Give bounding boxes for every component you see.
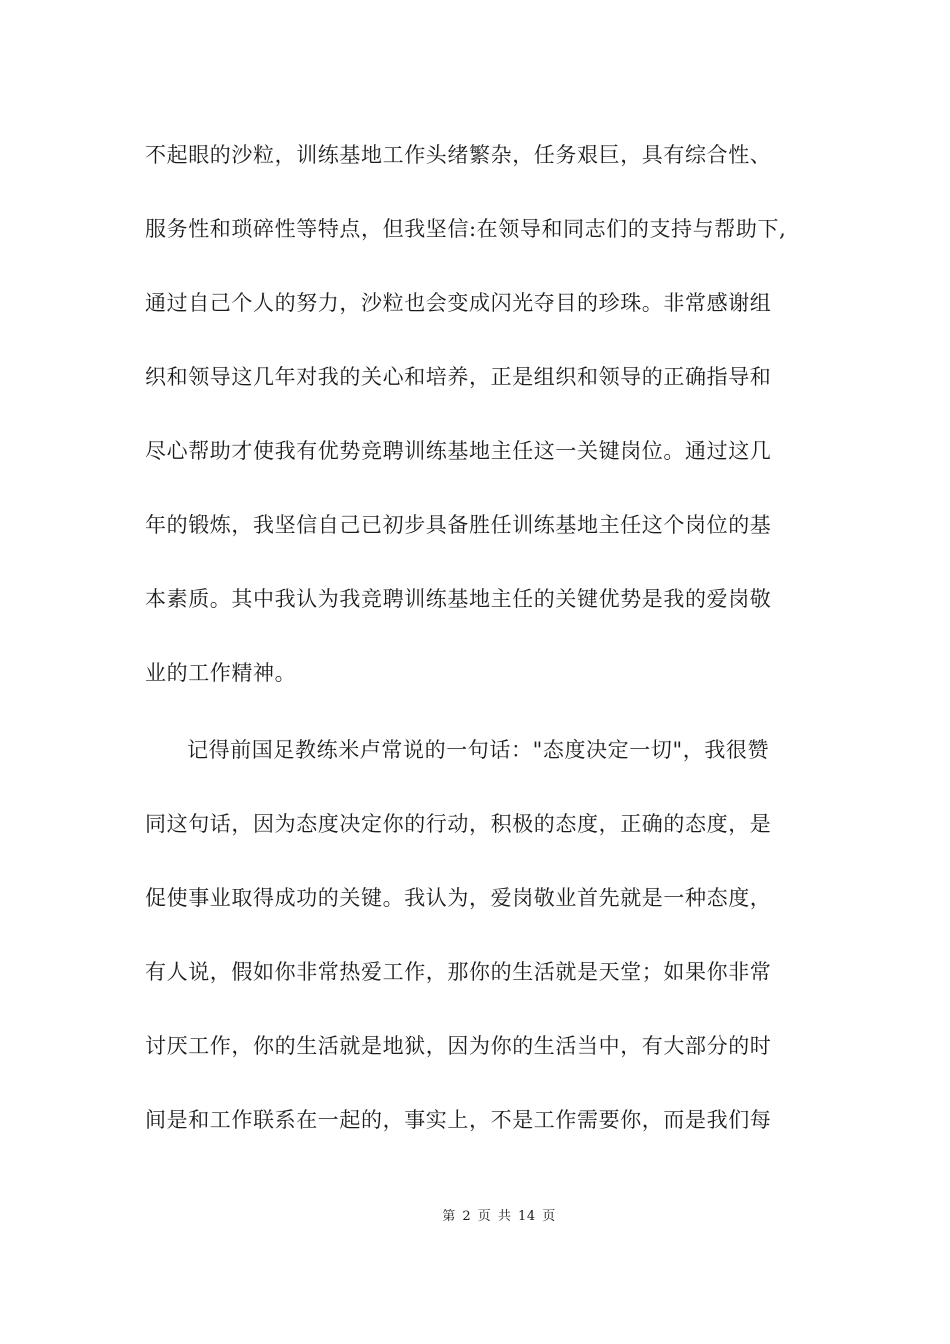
body-text-line: 不起眼的沙粒，训练基地工作头绪繁杂，任务艰巨，具有综合性、 [145, 143, 772, 167]
body-text-line: 同这句话，因为态度决定你的行动，积极的态度，正确的态度，是 [145, 812, 772, 836]
body-text-line: 本素质。其中我认为我竞聘训练基地主任的关键优势是我的爱岗敬 [145, 587, 772, 611]
body-text-line: 服务性和琐碎性等特点，但我坚信:在领导和同志们的支持与帮助下, [145, 217, 787, 241]
body-text-line: 讨厌工作，你的生活就是地狱，因为你的生活当中，有大部分的时 [145, 1034, 772, 1058]
body-text-line: 尽心帮助才使我有优势竞聘训练基地主任这一关键岗位。通过这几 [145, 439, 772, 463]
body-text-line: 织和领导这几年对我的关心和培养，正是组织和领导的正确指导和 [145, 365, 772, 389]
page-number-footer: 第 2 页 共 14 页 [442, 1209, 556, 1224]
body-text-line: 间是和工作联系在一起的，事实上，不是工作需要你，而是我们每 [145, 1108, 772, 1132]
body-text-line: 通过自己个人的努力，沙粒也会变成闪光夺目的珍珠。非常感谢组 [145, 291, 772, 315]
body-text-line: 业的工作精神。 [145, 661, 297, 685]
paragraph-first-line: 记得前国足教练米卢常说的一句话："态度决定一切"，我很赞 [187, 738, 770, 762]
body-text-line: 促使事业取得成功的关键。我认为，爱岗敬业首先就是一种态度， [145, 886, 772, 910]
body-text-line: 年的锻炼，我坚信自己已初步具备胜任训练基地主任这个岗位的基 [145, 513, 772, 537]
body-text-line: 有人说，假如你非常热爱工作，那你的生活就是天堂；如果你非常 [145, 960, 772, 984]
